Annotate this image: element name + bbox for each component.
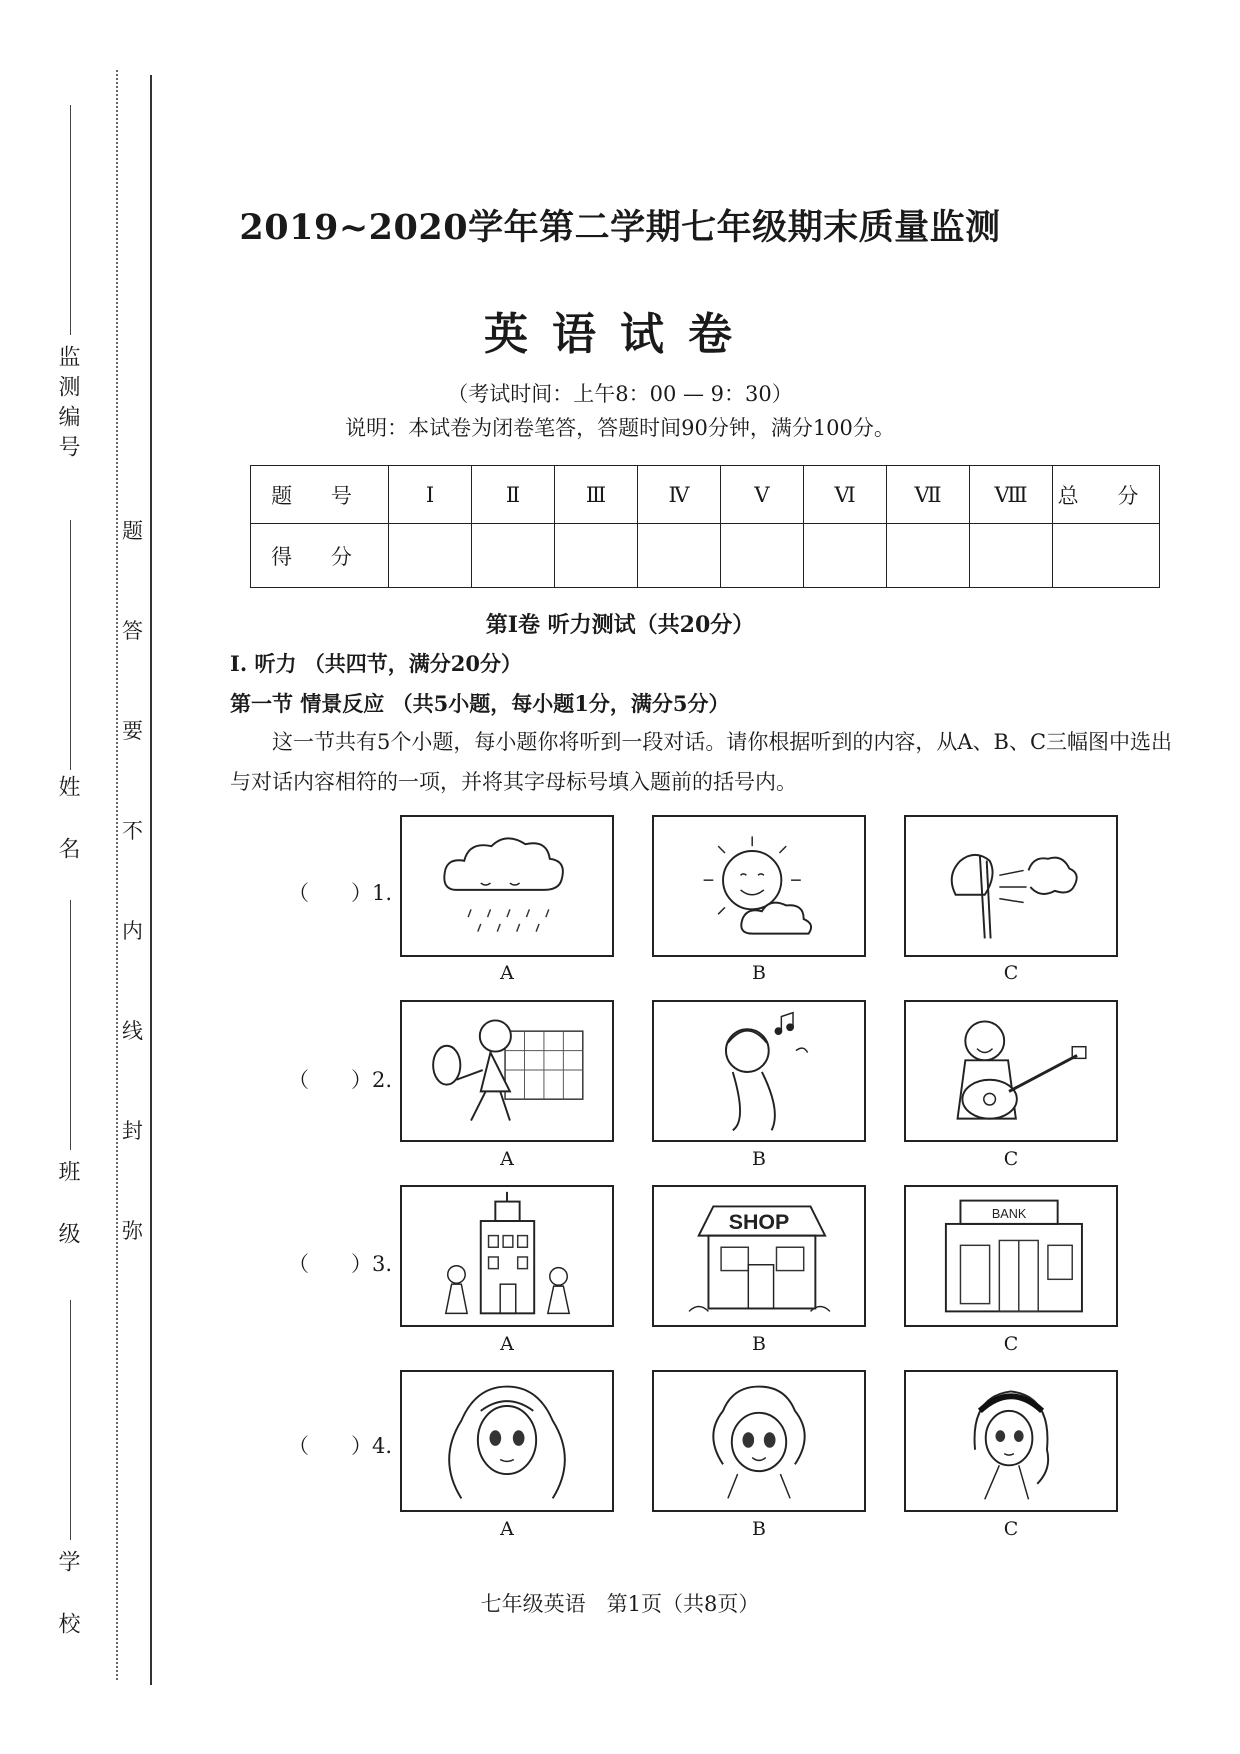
rain-cloud-icon <box>402 817 612 955</box>
q1-option-c-image[interactable] <box>904 815 1118 957</box>
q3-option-b-image[interactable] <box>652 1185 866 1327</box>
school-building-icon <box>402 1187 612 1325</box>
class-label: 班级 <box>55 1160 80 1284</box>
school-label: 学校 <box>55 1550 80 1674</box>
option-label: C <box>1003 962 1019 984</box>
score-row-label: 题 号 <box>251 466 389 524</box>
score-col-total: 总 分 <box>1053 466 1160 524</box>
score-cell[interactable] <box>472 524 555 588</box>
bank-building-icon <box>906 1187 1116 1325</box>
option-label: C <box>1003 1333 1019 1355</box>
option-label: A <box>500 1333 514 1355</box>
score-cell[interactable] <box>970 524 1053 588</box>
score-cell[interactable] <box>887 524 970 588</box>
score-table <box>250 465 1160 588</box>
score-col: Ⅵ <box>804 466 887 524</box>
part1-sub: 第一节 情景反应 （共5小题，每小题1分，满分5分） <box>230 691 730 716</box>
exam-title: 2019~2020学年第二学期七年级期末质量监测 <box>239 207 1001 248</box>
score-col: Ⅷ <box>970 466 1053 524</box>
option-label: C <box>1003 1148 1019 1170</box>
exam-subtitle: 英语试卷 <box>484 309 756 360</box>
shop-building-icon <box>654 1187 864 1325</box>
q4-option-b-image[interactable] <box>652 1370 866 1512</box>
option-label: A <box>500 1518 514 1540</box>
class-blank <box>70 900 71 1150</box>
section-title: 第Ⅰ卷 听力测试（共20分） <box>485 612 755 638</box>
girl-headband-icon <box>906 1372 1116 1510</box>
guitar-player-icon <box>906 1002 1116 1140</box>
seal-char: 线 <box>122 1019 143 1043</box>
shop-sign: SHOP <box>728 1209 790 1234</box>
q3-option-c-image[interactable] <box>904 1185 1118 1327</box>
windy-tree-icon <box>906 817 1116 955</box>
option-label: B <box>752 1148 766 1170</box>
score-cell[interactable] <box>721 524 804 588</box>
school-blank <box>70 1300 71 1540</box>
q1-option-a-image[interactable] <box>400 815 614 957</box>
option-label: A <box>500 962 514 984</box>
girl-long-curly-hair-icon <box>402 1372 612 1510</box>
q4-option-c-image[interactable] <box>904 1370 1118 1512</box>
seal-char: 弥 <box>122 1219 143 1243</box>
seal-char: 封 <box>122 1119 143 1143</box>
seal-char: 答 <box>122 619 143 643</box>
q1-option-b-image[interactable] <box>652 815 866 957</box>
score-cell[interactable] <box>638 524 721 588</box>
bank-sign: BANK <box>991 1207 1027 1222</box>
score-col: Ⅱ <box>472 466 555 524</box>
score-cell[interactable] <box>555 524 638 588</box>
seal-char: 内 <box>122 919 143 943</box>
score-col: Ⅲ <box>555 466 638 524</box>
score-col: Ⅳ <box>638 466 721 524</box>
question-number: （ ）1. <box>288 881 393 905</box>
question-number: （ ）4. <box>288 1434 393 1458</box>
girl-short-curly-hair-icon <box>654 1372 864 1510</box>
part1-heading: Ⅰ. 听力 （共四节，满分20分） <box>230 651 522 676</box>
sun-cloud-icon <box>654 817 864 955</box>
seal-char: 题 <box>122 519 143 543</box>
seal-char: 不 <box>122 819 143 843</box>
question-number: （ ）2. <box>288 1068 393 1092</box>
option-label: A <box>500 1148 514 1170</box>
page-footer: 七年级英语 第1页（共8页） <box>480 1592 760 1616</box>
singing-girl-icon <box>654 1002 864 1140</box>
q2-option-a-image[interactable] <box>400 1000 614 1142</box>
exam-time: （考试时间：上午8：00 — 9：30） <box>447 382 793 406</box>
score-cell[interactable] <box>389 524 472 588</box>
option-label: B <box>752 1333 766 1355</box>
name-blank <box>70 520 71 770</box>
score-col: Ⅶ <box>887 466 970 524</box>
score-col: Ⅴ <box>721 466 804 524</box>
name-label: 姓名 <box>55 775 80 899</box>
question-number: （ ）3. <box>288 1252 393 1276</box>
q2-option-c-image[interactable] <box>904 1000 1118 1142</box>
tennis-player-icon <box>402 1002 612 1140</box>
seal-char: 要 <box>122 719 143 743</box>
score-cell[interactable] <box>1053 524 1160 588</box>
q4-option-a-image[interactable] <box>400 1370 614 1512</box>
option-label: B <box>752 1518 766 1540</box>
score-col: Ⅰ <box>389 466 472 524</box>
score-cell[interactable] <box>804 524 887 588</box>
q3-option-a-image[interactable] <box>400 1185 614 1327</box>
part1-instructions: 这一节共有5个小题，每小题你将听到一段对话。请你根据听到的内容，从A、B、C三幅图中选出与对话内容相符的一项，并将其字母标号填入题前的括号内。 <box>230 730 1173 794</box>
option-label: B <box>752 962 766 984</box>
score-row-label: 得 分 <box>251 524 389 588</box>
option-label: C <box>1003 1518 1019 1540</box>
q2-option-b-image[interactable] <box>652 1000 866 1142</box>
monitor-no-label: 监测编号 <box>55 345 80 465</box>
exam-instructions: 说明：本试卷为闭卷笔答，答题时间90分钟，满分100分。 <box>345 416 895 440</box>
